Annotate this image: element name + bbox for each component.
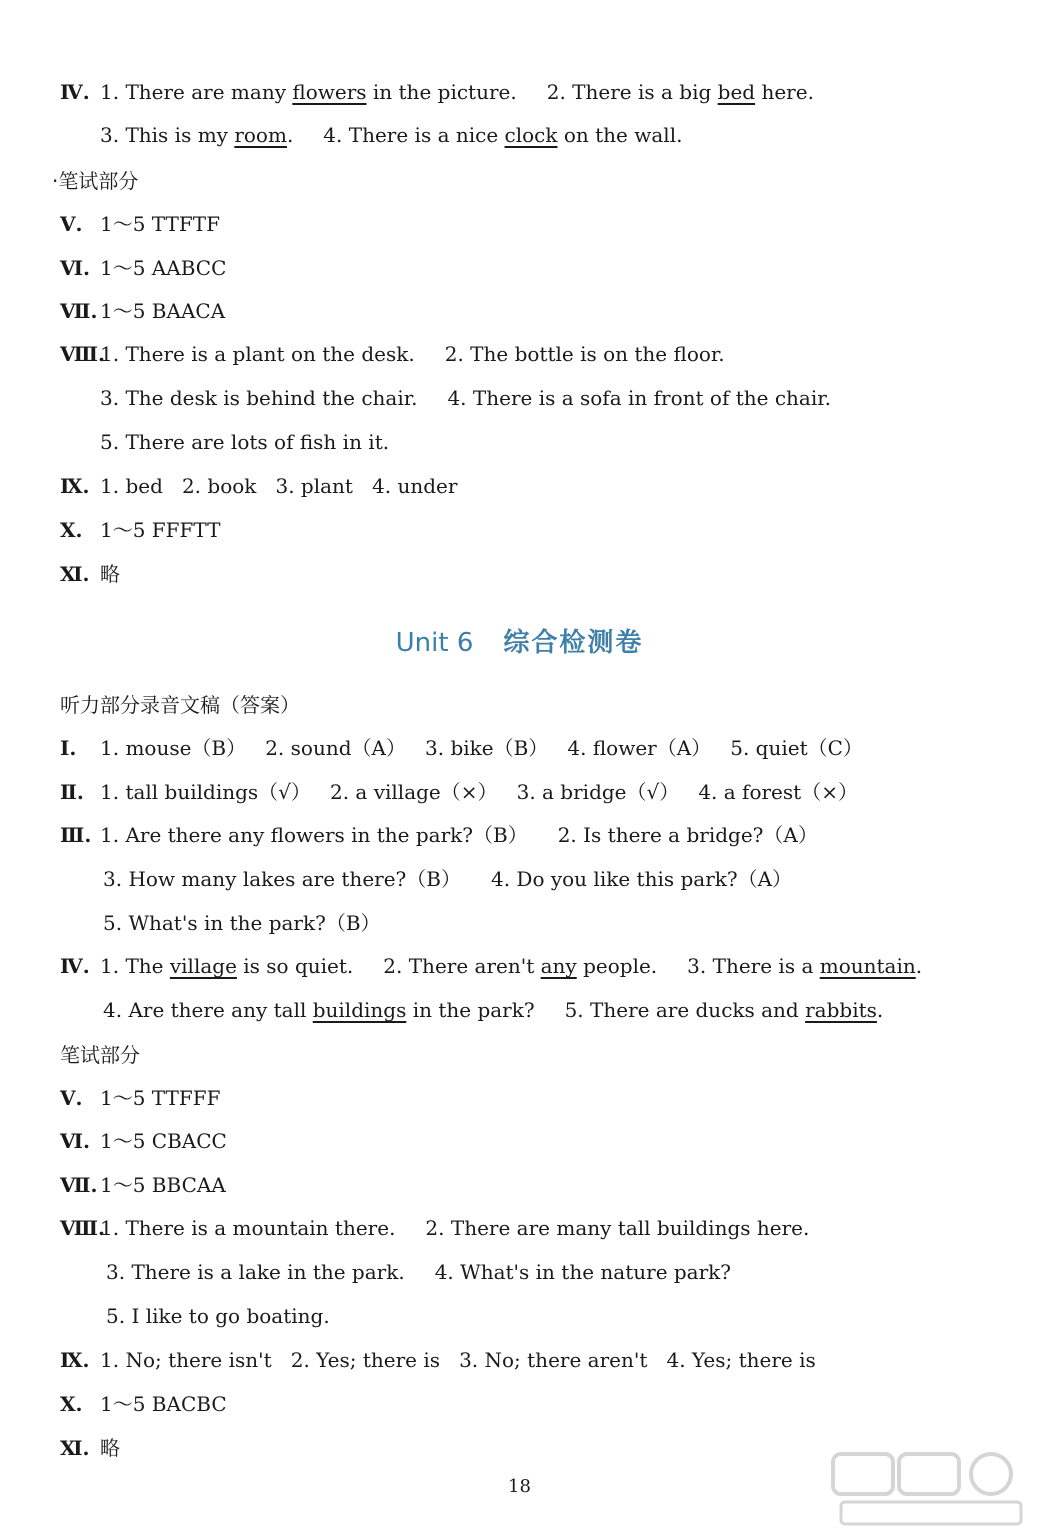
u6-iv-line2: 4. Are there any tall buildings in the park? 5. There are ducks and rabbits. bbox=[103, 998, 884, 1022]
u6-iii-line3: 5. What's in the park?（B） bbox=[103, 911, 381, 935]
top-viii-line2: 3. The desk is behind the chair. 4. There is a sofa in front of the chair. bbox=[100, 386, 831, 410]
top-ix: Ⅸ. 1. bed 2. book 3. plant 4. under bbox=[60, 474, 458, 498]
u6-xi: Ⅺ. 略 bbox=[60, 1436, 120, 1460]
u6-viii-line2: 3. There is a lake in the park. 4. What's in the nature park? bbox=[106, 1260, 732, 1284]
top-viii-line3: 5. There are lots of fish in it. bbox=[100, 430, 390, 454]
u6-vi: Ⅵ. 1～5 CBACC bbox=[60, 1129, 227, 1153]
top-iv-line2: 3. This is my room. 4. There is a nice clock on the wall. bbox=[100, 123, 683, 147]
roman-iv: Ⅳ. bbox=[60, 80, 90, 104]
top-vii: Ⅶ. 1～5 BAACA bbox=[60, 299, 226, 323]
u6-iii-line2: 3. How many lakes are there?（B） 4. Do you like this park?（A） bbox=[103, 867, 793, 891]
listening-heading: 听力部分录音文稿（答案） bbox=[60, 693, 300, 717]
u6-viii-line3: 5. I like to go boating. bbox=[106, 1304, 330, 1328]
u6-ix: Ⅸ. 1. No; there isn't 2. Yes; there is 3. No; there aren't 4. Yes; there is bbox=[60, 1348, 816, 1372]
top-viii-line1: Ⅷ.1. There is a plant on the desk. 2. The bottle is on the floor. bbox=[60, 342, 725, 366]
top-x: Ⅹ. 1～5 FFFTT bbox=[60, 518, 221, 542]
u6-iii-line1: Ⅲ. 1. Are there any flowers in the park?（B） 2. Is there a bridge?（A） bbox=[60, 823, 818, 847]
u6-iv-line1: Ⅳ. 1. The village is so quiet. 2. There aren't any people. 3. There is a mountain. bbox=[60, 954, 923, 978]
u6-ii: Ⅱ. 1. tall buildings（√） 2. a village（×） 3. a bridge（√） 4. a forest（×） bbox=[60, 780, 858, 804]
written-heading-u6: 笔试部分 bbox=[60, 1043, 140, 1067]
unit-title bbox=[0, 622, 1039, 659]
written-heading-top: ·笔试部分 bbox=[52, 169, 139, 193]
u6-vii: Ⅶ. 1～5 BBCAA bbox=[60, 1173, 226, 1197]
top-v: Ⅴ. 1～5 TTFTF bbox=[60, 212, 220, 236]
u6-viii-line1: Ⅷ.1. There is a mountain there. 2. There are many tall buildings here. bbox=[60, 1216, 810, 1240]
unit-title-zh: 综合检测卷 bbox=[503, 628, 644, 658]
watermark-logo bbox=[831, 1450, 1031, 1530]
u6-i: Ⅰ. 1. mouse（B） 2. sound（A） 3. bike（B） 4. flower（A） 5. quiet（C） bbox=[60, 736, 863, 760]
top-vi: Ⅵ. 1～5 AABCC bbox=[60, 256, 227, 280]
u6-v: Ⅴ. 1～5 TTFFF bbox=[60, 1086, 221, 1110]
top-xi: Ⅺ. 略 bbox=[60, 562, 120, 586]
page-number: 18 bbox=[508, 1476, 531, 1497]
u6-x: Ⅹ. 1～5 BACBC bbox=[60, 1392, 227, 1416]
unit-title-en: Unit 6 bbox=[395, 628, 474, 658]
top-iv-line1: Ⅳ. 1. There are many flowers in the picture. 2. There is a big bed here. bbox=[60, 80, 814, 104]
